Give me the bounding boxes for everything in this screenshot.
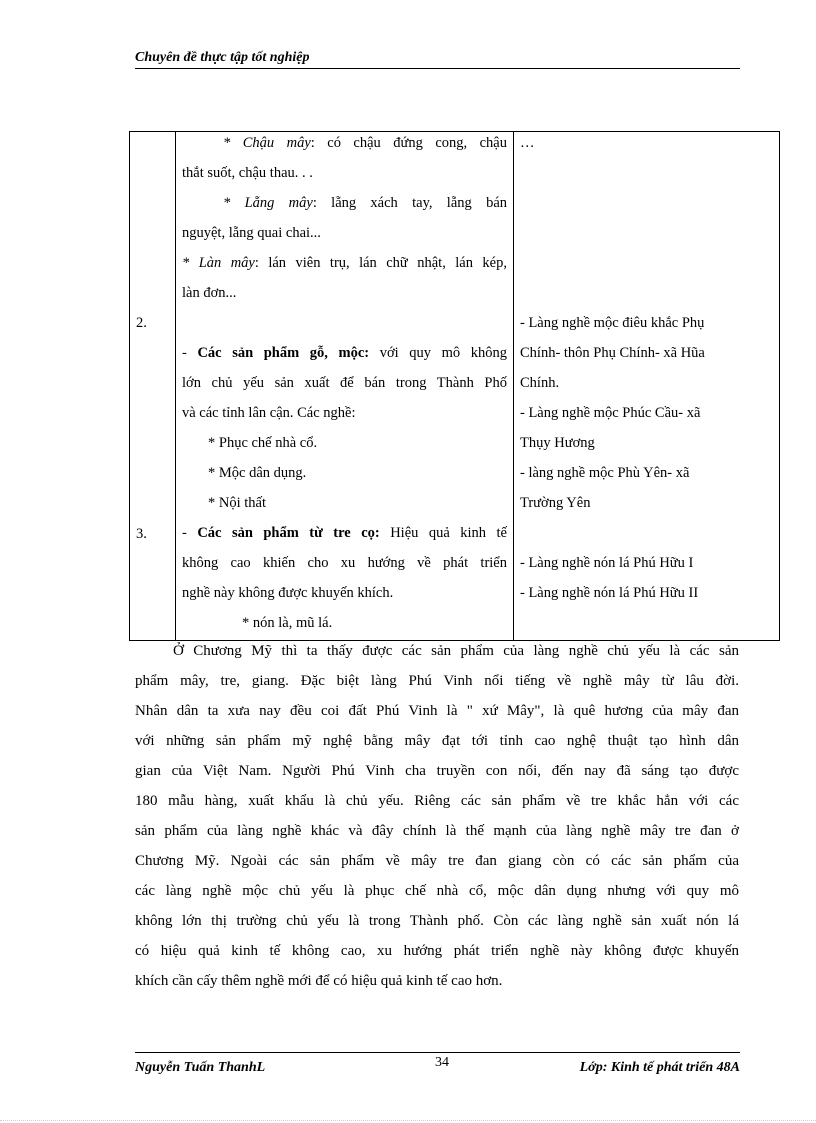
table-row <box>130 132 780 641</box>
go-item: * Mộc dân dụng. <box>208 465 307 481</box>
go-item: * Nội thất <box>208 495 266 511</box>
paragraph-line: khích cần cấy thêm nghề mới để có hiệu quả kinh tế cao hơn. <box>135 973 503 989</box>
village-line: Thụy Hương <box>520 435 595 451</box>
lan-may-cont: làn đơn... <box>182 285 237 301</box>
village-line: Chính. <box>520 375 560 391</box>
village-line: - làng nghề mộc Phù Yên- xã <box>520 465 690 481</box>
paragraph-line: với những sản phẩm mỹ nghệ bằng mây đạt tới tỉnh cao nghệ thuật tạo hình dân <box>135 733 739 749</box>
running-header <box>135 50 740 69</box>
products-column <box>176 132 514 641</box>
villages-column <box>514 132 780 641</box>
paragraph-line: Ở Chương Mỹ thì ta thấy được các sản phẩm của làng nghề chủ yếu là các sản <box>173 643 739 659</box>
village-line: - Làng nghề mộc điêu khắc Phụ <box>520 315 705 331</box>
village-line: - Làng nghề nón lá Phú Hữu I <box>520 555 694 571</box>
tre-line: - Các sản phẩm từ tre cọ: Hiệu quả kinh tế <box>182 525 507 541</box>
tre-line-3: nghề này không được khuyến khích. <box>182 585 394 601</box>
lan-may-line: * Làn mây: lán viên trụ, lán chữ nhật, lán kép, <box>182 255 507 271</box>
paragraph-line: các làng nghề mộc chủ yếu là phục chế nhà cổ, mộc dân dụng nhưng với quy mô <box>135 883 739 899</box>
go-moc-line-2: lớn chủ yếu sản xuất để bán trong Thành Phố <box>182 375 507 391</box>
paragraph-line: Nhân dân ta xưa nay đều coi đất Phú Vinh là " xứ Mây", là quê hương của mây đan <box>135 703 739 719</box>
lang-may-cont: nguyệt, lẵng quai chai... <box>182 225 321 241</box>
paragraph-line: có hiệu quả kinh tế không cao, xu hướng phát triển nghề này không được khuyến <box>135 943 739 959</box>
tre-line-2: không cao khiến cho xu hướng về phát triển <box>182 555 507 571</box>
row-number-3: 3. <box>136 526 147 542</box>
page-edge-divider <box>0 1120 816 1122</box>
paragraph-line: phẩm mây, tre, giang. Đặc biệt làng Phú Vinh nổi tiếng về nghề mây từ lâu đời. <box>135 673 739 689</box>
go-item: * Phục chế nhà cổ. <box>208 435 318 451</box>
village-line: - Làng nghề mộc Phúc Cầu- xã <box>520 405 701 421</box>
go-moc-line: - Các sản phẩm gỗ, mộc: với quy mô không <box>182 345 507 361</box>
number-column <box>130 132 176 641</box>
ellipsis: … <box>520 135 535 151</box>
chau-may-cont: thắt suốt, chậu thau. . . <box>182 165 313 181</box>
go-moc-line-3: và các tỉnh lân cận. Các nghề: <box>182 405 356 421</box>
tre-item: * nón là, mũ lá. <box>242 615 333 631</box>
paragraph-line: sản phẩm của làng nghề khác và đây chính là thế mạnh của làng nghề mây tre đan ở <box>135 823 739 839</box>
village-line: - Làng nghề nón lá Phú Hữu II <box>520 585 699 601</box>
page-number: 34 <box>435 1055 449 1070</box>
chau-may-line: * Chậu mây: có chậu đứng cong, chậu <box>223 135 507 151</box>
lang-may-line: * Lẵng mây: lẵng xách tay, lẵng bán <box>223 195 508 211</box>
row-number-2: 2. <box>136 315 147 331</box>
running-footer <box>135 1052 740 1077</box>
paragraph-line: không lớn thị trường chủ yếu là trong Thành phố. Còn các làng nghề sản xuất nón lá <box>135 913 739 929</box>
paragraph-line: gian của Việt Nam. Người Phú Vinh cha truyền con nối, đến nay đã sáng tạo được <box>135 763 739 779</box>
header-title: Chuyên đề thực tập tốt nghiệp <box>135 50 310 65</box>
paragraph-line: Chương Mỹ. Ngoài các sản phẩm về mây tre đan giang còn có các sản phẩm của <box>135 853 739 869</box>
village-line: Chính- thôn Phụ Chính- xã Hũa <box>520 345 705 361</box>
village-line: Trường Yên <box>520 495 591 511</box>
footer-author: Nguyễn Tuấn ThanhL <box>135 1060 266 1075</box>
footer-class: Lớp: Kinh tế phát triển 48A <box>579 1060 740 1075</box>
paragraph-line: 180 mẫu hàng, xuất khẩu là chủ yếu. Riêng các sản phẩm về tre khắc hẳn với các <box>135 793 739 809</box>
products-table <box>129 131 780 641</box>
